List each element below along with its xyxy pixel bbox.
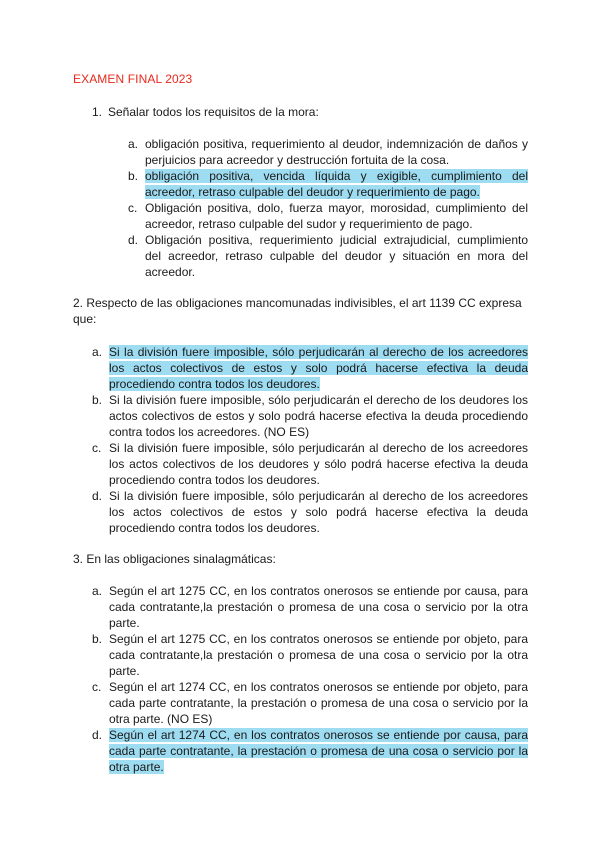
question-3-options	[92, 583, 528, 775]
answer-option-text	[109, 583, 528, 631]
answer-option-text-content: Si la división fuere imposible, sólo perjudicarán al derecho de los acreedores los actos colectivos de los deudores y sólo podrá hacerse efectiva la deuda procediendo contra todos los deudores.	[109, 441, 528, 487]
answer-option-text-content: Si la división fuere imposible, sólo perjudicarán al derecho de los acreedores los actos colectivos de estos y solo podrá hacerse efectiva la deuda procediendo contra todos los deudores.	[109, 489, 528, 535]
question-1-text: Señalar todos los requisitos de la mora:	[108, 105, 319, 119]
answer-option-text	[109, 679, 528, 727]
question-3-text: 3. En las obligaciones sinalagmáticas:	[73, 552, 276, 566]
answer-option-text-content: Según el art 1274 CC, en los contratos onerosos se entiende por objeto, para cada parte contratante, la prestación o promesa de una cosa o servicio por la otra parte. (NO ES)	[109, 680, 528, 726]
answer-option-letter: a.	[128, 137, 139, 151]
answer-option-letter: d.	[92, 489, 103, 503]
answer-option-letter: c.	[92, 441, 102, 455]
answer-option-text-content: Obligación positiva, requerimiento judicial extrajudicial, cumplimiento del acreedor, retraso culpable del deudor y situación en mora del acreedor.	[145, 233, 528, 279]
answer-option-text	[109, 488, 528, 536]
answer-option-letter: c.	[92, 680, 102, 694]
answer-option-text	[145, 136, 528, 168]
question-1	[92, 104, 319, 120]
answer-option-text	[109, 631, 528, 679]
answer-option	[128, 168, 528, 200]
answer-option-letter: a.	[92, 345, 103, 359]
question-1-number: 1.	[92, 105, 103, 119]
answer-option-text	[109, 440, 528, 488]
answer-option-text-content: Según el art 1275 CC, en los contratos onerosos se entiende por objeto, para cada contratante,la prestación o promesa de una cosa o servicio por la otra parte.	[109, 632, 528, 678]
answer-option-letter: d.	[128, 233, 139, 247]
answer-option-text-content: Si la división fuere imposible, sólo perjudicarán el derecho de los deudores los actos colectivos de estos y solo podrá hacerse efectiva la deuda procediendo contra todos los acreedores. (NO ES)	[109, 393, 528, 439]
document-title: EXAMEN FINAL 2023	[73, 72, 193, 86]
answer-option-text-content: Según el art 1274 CC, en los contratos onerosos se entiende por causa, para cada parte contratante, la prestación o promesa de una cosa o servicio por la otra parte.	[109, 728, 528, 774]
answer-option-letter: d.	[92, 728, 103, 742]
answer-option-text-content: obligación positiva, vencida líquida y exigible, cumplimiento del acreedor, retraso culpable del deudor y requerimiento de pago.	[145, 169, 528, 199]
answer-option-text-content: Si la división fuere imposible, sólo perjudicarán al derecho de los acreedores los actos colectivos de estos y solo podrá hacerse efectiva la deuda procediendo contra todos los deudores.	[109, 345, 528, 391]
answer-option-letter: b.	[92, 393, 103, 407]
answer-option-text	[109, 344, 528, 392]
answer-option	[92, 631, 528, 679]
question-2-text: 2. Respecto de las obligaciones mancomunadas indivisibles, el art 1139 CC expresa que:	[73, 296, 522, 326]
answer-option-text-content: Obligación positiva, dolo, fuerza mayor, morosidad, cumplimiento del acreedor, retraso culpable del sudor y requerimiento de pago.	[145, 201, 528, 231]
answer-option-text-content: obligación positiva, requerimiento al deudor, indemnización de daños y perjuicios para acreedor y destrucción fortuita de la cosa.	[145, 137, 528, 167]
answer-option	[92, 344, 528, 392]
answer-option	[92, 679, 528, 727]
answer-option-letter: b.	[92, 632, 103, 646]
answer-option-text	[109, 392, 528, 440]
answer-option	[92, 727, 528, 775]
answer-option-text	[109, 727, 528, 775]
answer-option-text	[145, 168, 528, 200]
answer-option	[92, 488, 528, 536]
answer-option-text-content: Según el art 1275 CC, en los contratos onerosos se entiende por causa, para cada contratante,la prestación o promesa de una cosa o servicio por la otra parte.	[109, 584, 528, 630]
answer-option-letter: b.	[128, 169, 139, 183]
answer-option	[128, 136, 528, 168]
question-1-options	[128, 136, 528, 280]
answer-option	[128, 232, 528, 280]
answer-option-text	[145, 200, 528, 232]
answer-option-letter: a.	[92, 584, 103, 598]
question-2-options	[92, 344, 528, 536]
answer-option	[92, 583, 528, 631]
answer-option-text	[145, 232, 528, 280]
answer-option	[92, 392, 528, 440]
answer-option-letter: c.	[128, 201, 138, 215]
answer-option	[128, 200, 528, 232]
answer-option	[92, 440, 528, 488]
